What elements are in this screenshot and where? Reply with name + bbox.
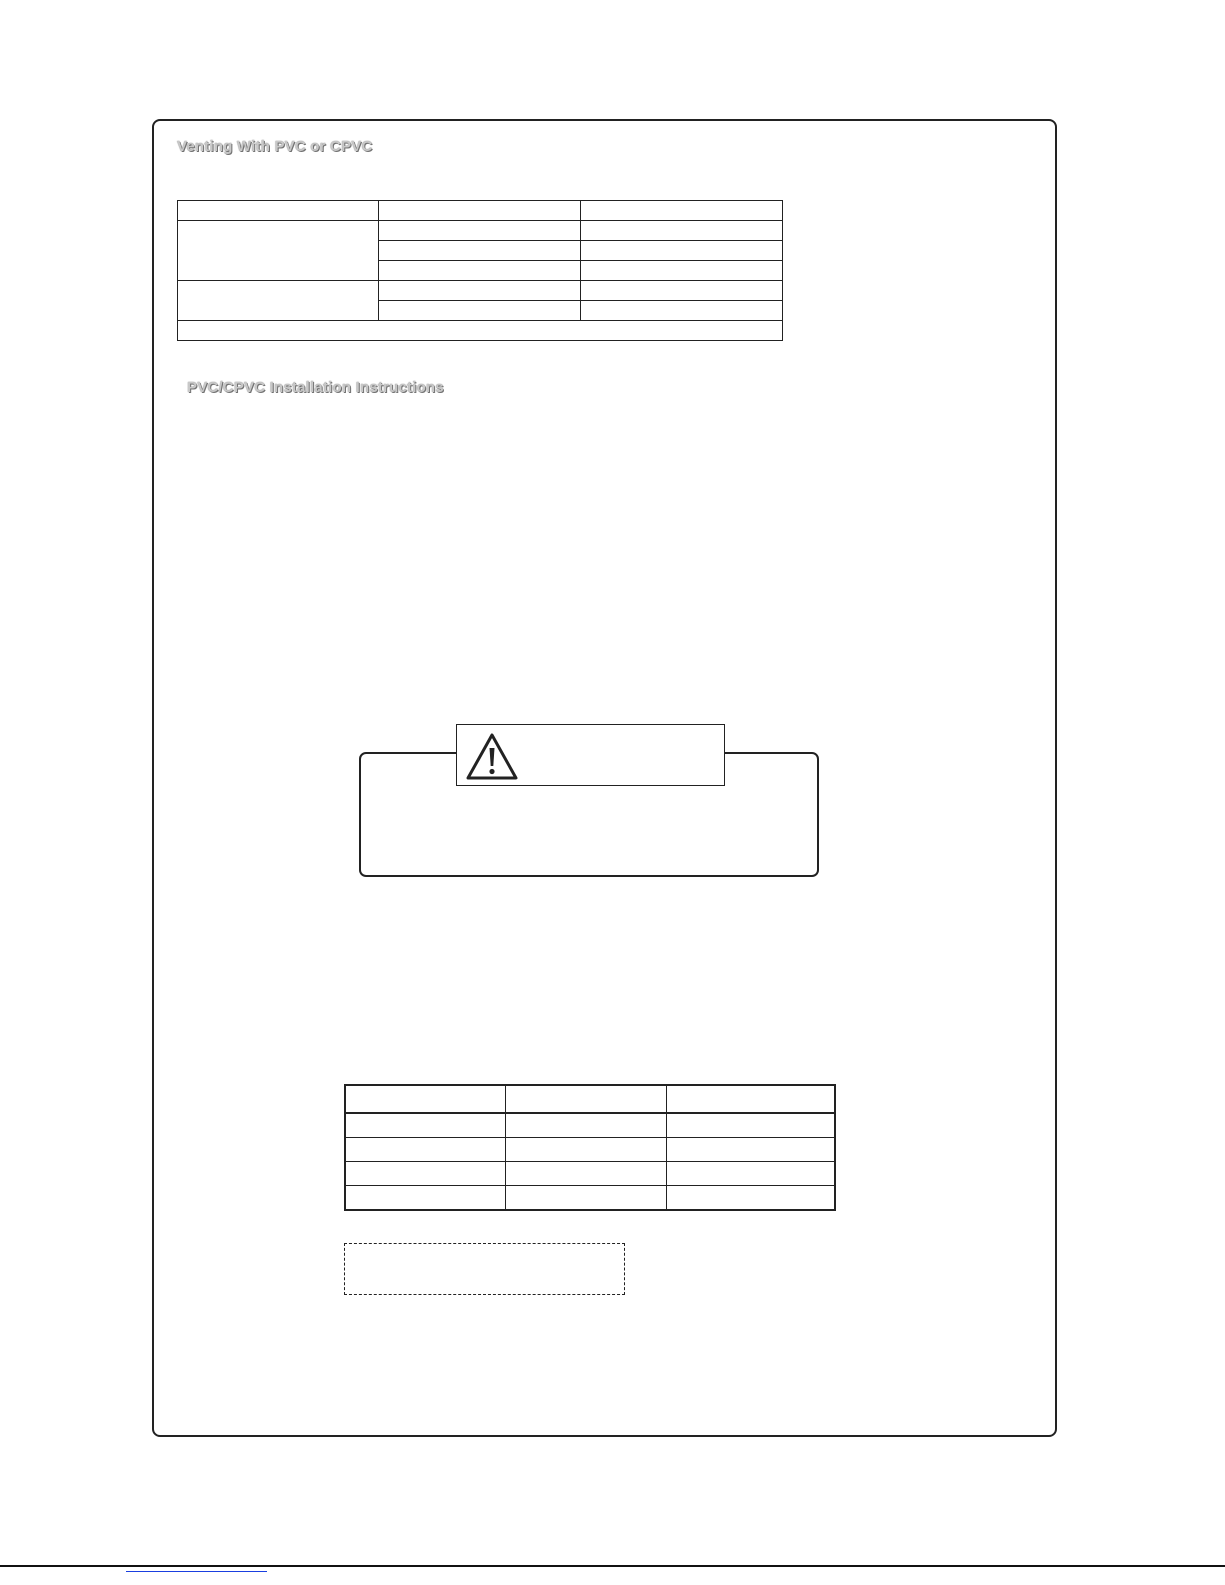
table-row (178, 321, 783, 341)
installation-heading: PVC/CPVC Installation Instructions (187, 379, 444, 396)
table-cell (666, 1186, 835, 1211)
table-cell (178, 221, 379, 281)
table-cell (581, 221, 783, 241)
table-cell (581, 201, 783, 221)
table-cell (379, 281, 581, 301)
table-header-cell (345, 1085, 505, 1113)
table-row (345, 1162, 835, 1186)
table-cell (379, 301, 581, 321)
section-heading: Venting With PVC or CPVC (177, 138, 373, 155)
table-row (345, 1186, 835, 1211)
table-cell (345, 1186, 505, 1211)
table-row (178, 221, 783, 241)
table-cell (345, 1113, 505, 1138)
table-header-cell (666, 1085, 835, 1113)
table-cell (178, 201, 379, 221)
table-cell (581, 261, 783, 281)
table-row (345, 1113, 835, 1138)
table-cell (666, 1138, 835, 1162)
note-box (344, 1243, 625, 1295)
table-row (345, 1138, 835, 1162)
table-cell (666, 1162, 835, 1186)
table-cell (581, 241, 783, 261)
table-cell (505, 1162, 666, 1186)
table-header-cell (505, 1085, 666, 1113)
table-cell (178, 281, 379, 321)
table-cell (581, 301, 783, 321)
table-cell (505, 1113, 666, 1138)
table-row (178, 201, 783, 221)
table-cell (505, 1138, 666, 1162)
footer-divider (0, 1565, 1225, 1567)
table-cell (178, 321, 783, 341)
warning-header (456, 724, 725, 786)
table-cell (345, 1138, 505, 1162)
footer-link[interactable] (126, 1571, 267, 1572)
table-header-row (345, 1085, 835, 1113)
table-cell (505, 1186, 666, 1211)
table-cell (379, 241, 581, 261)
table-cell (379, 221, 581, 241)
vent-table (177, 200, 783, 341)
table-cell (379, 261, 581, 281)
table-cell (666, 1113, 835, 1138)
table-cell (379, 201, 581, 221)
spec-table (344, 1084, 836, 1211)
table-cell (581, 281, 783, 301)
warning-triangle-icon (465, 732, 519, 782)
table-cell (345, 1162, 505, 1186)
table-row (178, 281, 783, 301)
